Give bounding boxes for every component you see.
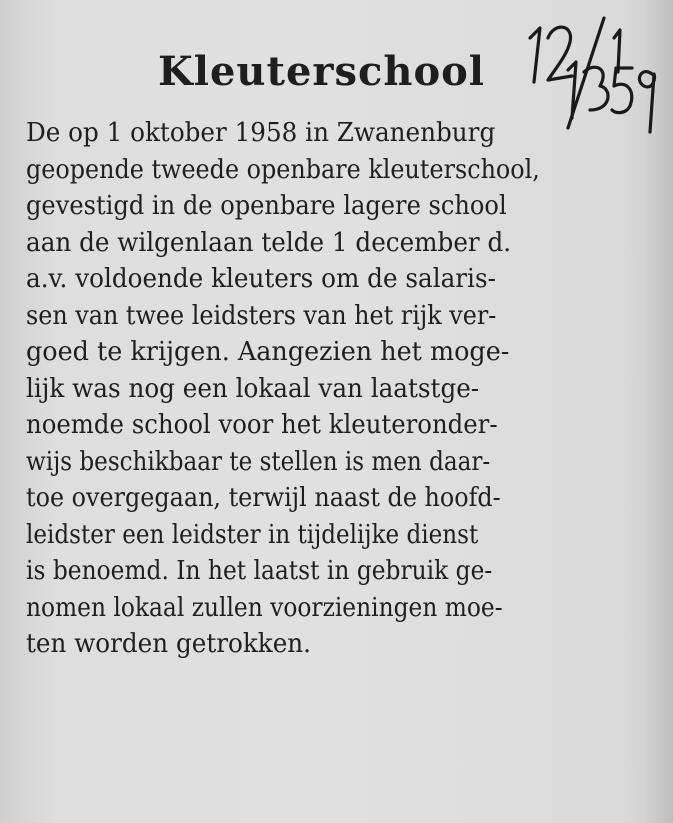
handwritten-date-annotation xyxy=(520,10,670,135)
article-line: De op 1 oktober 1958 in Zwanenburg xyxy=(26,117,496,148)
article-line: toe overgegaan, terwijl naast de hoofd- xyxy=(26,482,501,513)
article-line: lijk was nog een lokaal van laatstge- xyxy=(26,372,480,404)
article-line: gevestigd in de openbare lagere school xyxy=(26,190,507,221)
article-line: is benoemd. In het laatst in gebruik ge- xyxy=(26,555,493,586)
handwritten-date-icon xyxy=(520,10,670,135)
article-line: sen van twee leidsters van het rijk ver- xyxy=(26,299,497,331)
article-line: wijs beschikbaar te stellen is men daar- xyxy=(26,445,491,477)
article-title: Kleuterschool xyxy=(158,48,486,95)
article-line: ten worden getrokken. xyxy=(26,628,312,659)
article-line: a.v. voldoende kleuters om de salaris- xyxy=(26,263,496,294)
article-line: leidster een leidster in tijdelijke dienst xyxy=(26,518,479,550)
article-line: goed te krijgen. Aangezien het moge- xyxy=(26,336,510,367)
article-line: geopende tweede openbare kleuterschool, xyxy=(26,153,540,185)
article-line: nomen lokaal zullen voorzieningen moe- xyxy=(26,591,503,623)
article-line: noemde school voor het kleuteronder- xyxy=(26,409,498,440)
article-line: aan de wilgenlaan telde 1 december d. xyxy=(26,226,512,258)
